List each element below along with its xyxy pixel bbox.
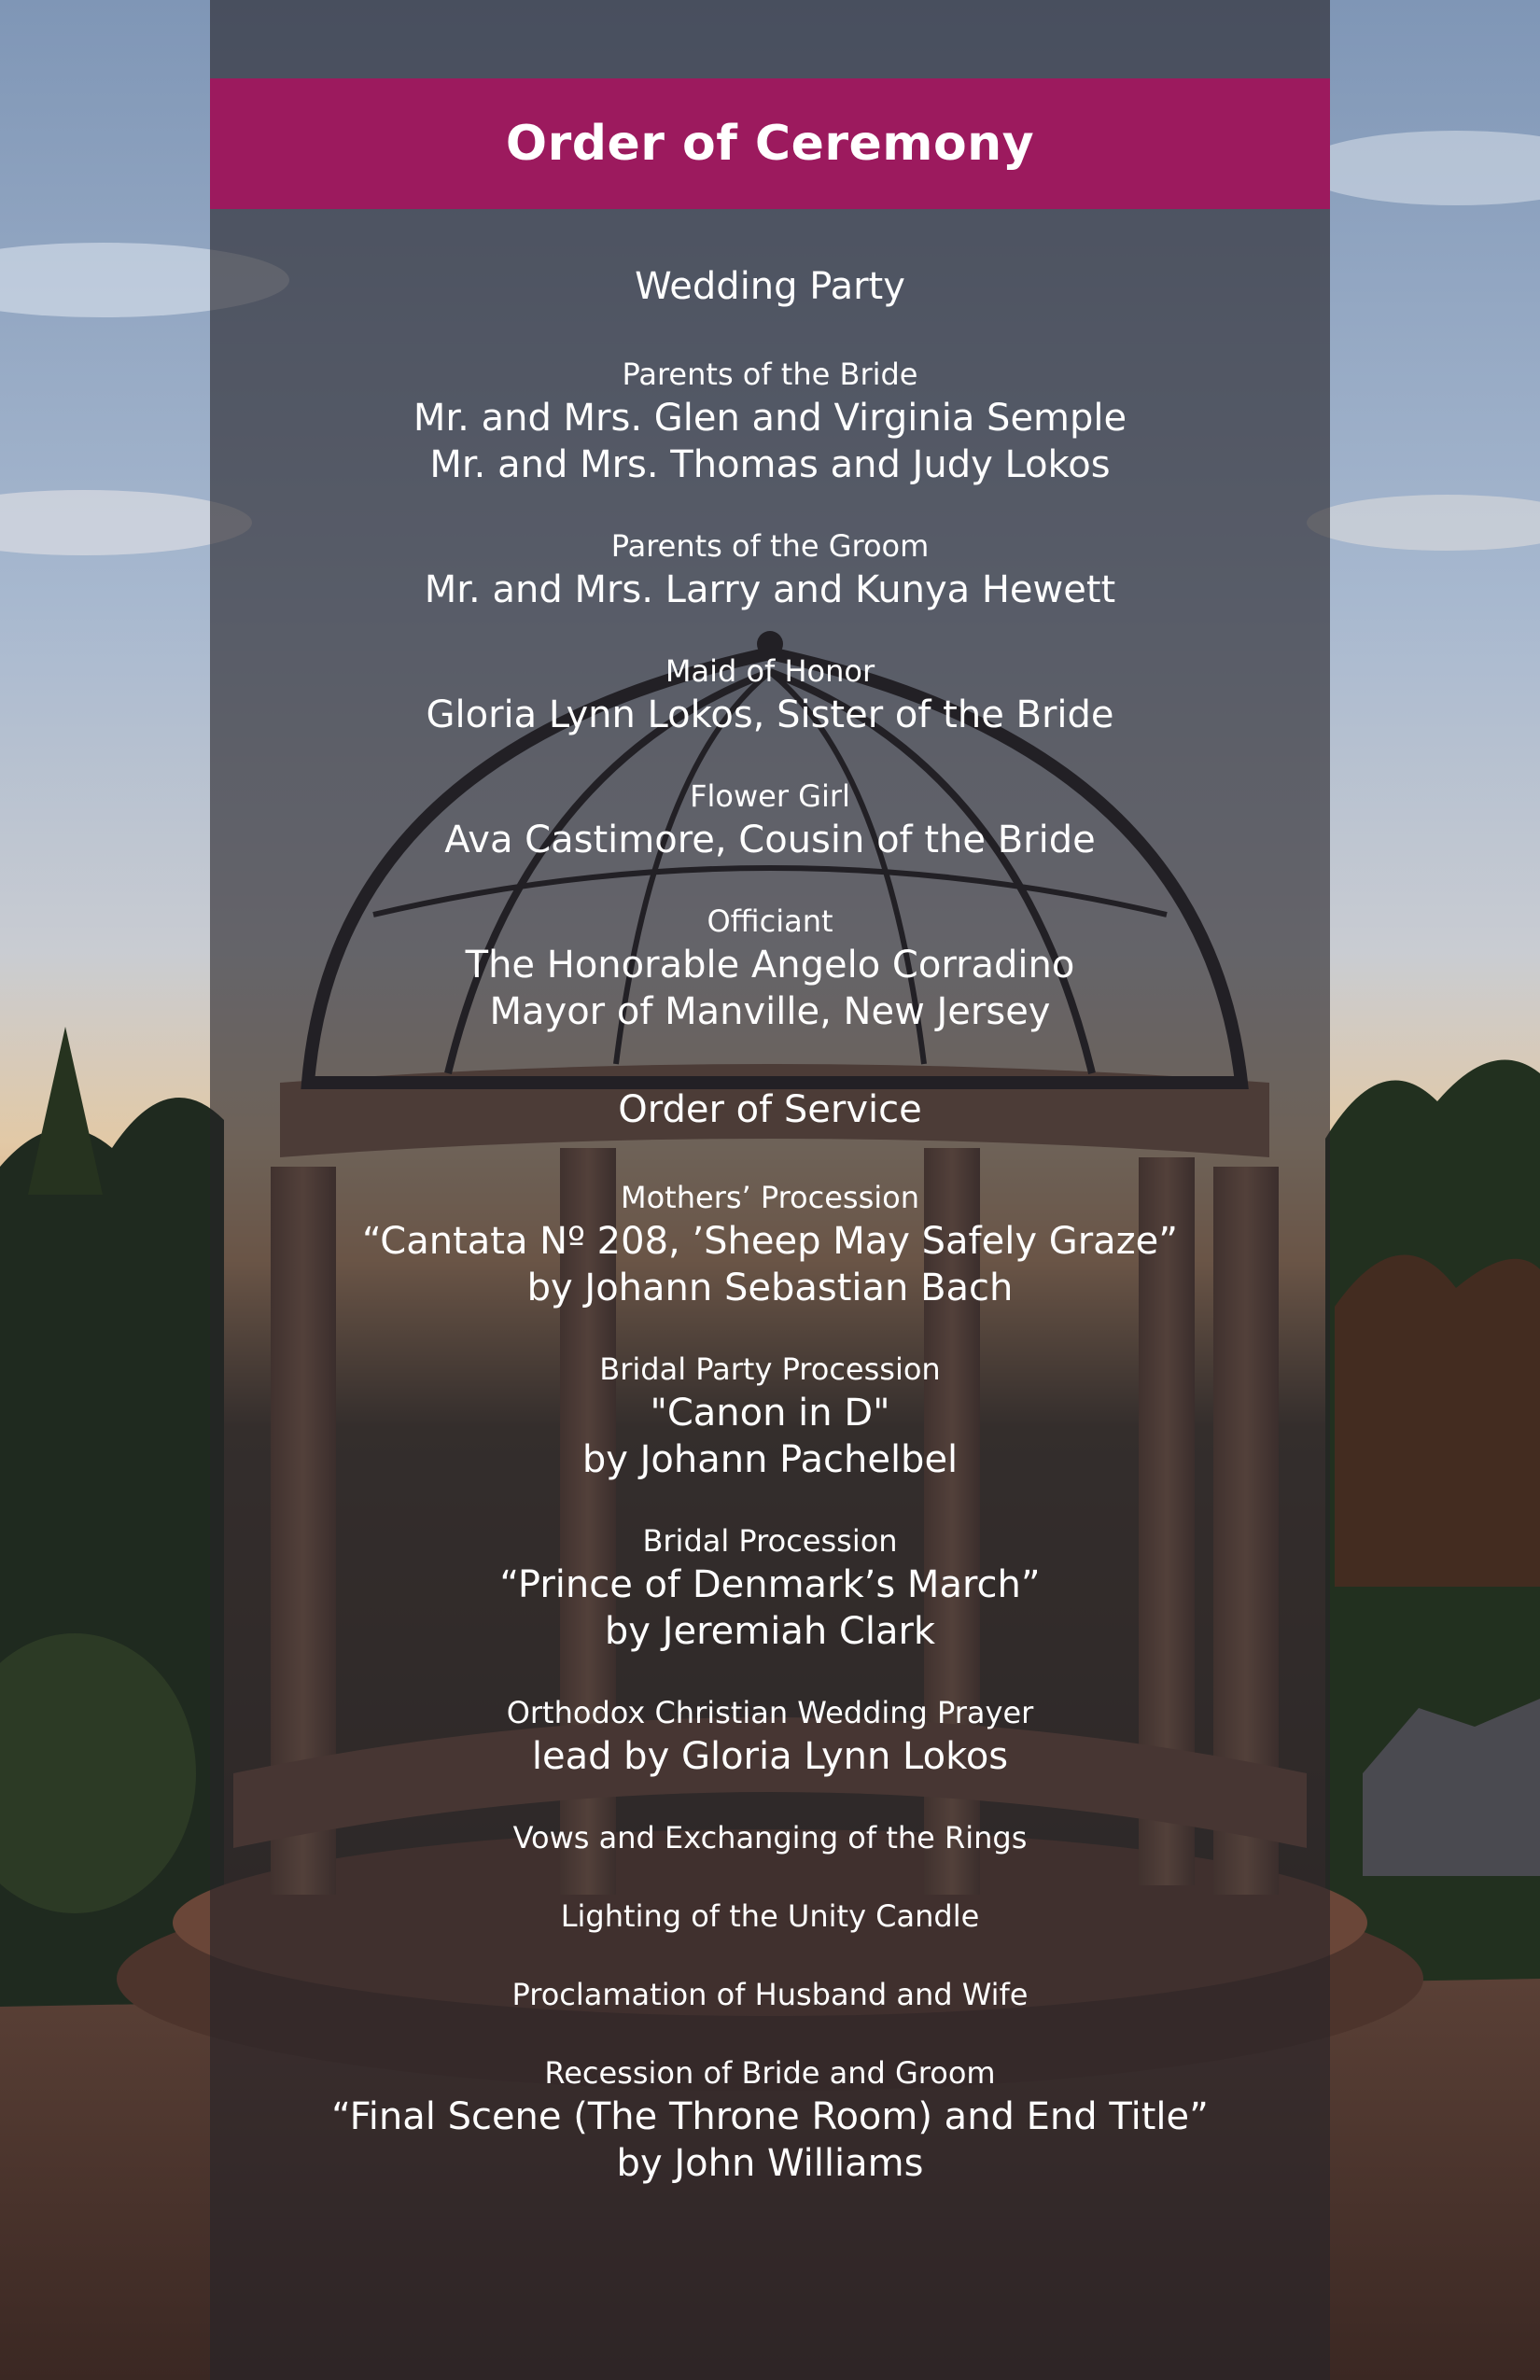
entry-vows: [210, 1817, 1330, 1858]
entry-line: by Johann Pachelbel: [581, 1438, 959, 1481]
entry-line: "Canon in D": [650, 1392, 890, 1435]
entry-line: “Final Scene (The Throne Room) and End Title”: [331, 2095, 1209, 2138]
entry-line: Mr. and Mrs. Larry and Kunya Hewett: [424, 568, 1116, 611]
entry-parents-of-bride: [210, 354, 1330, 488]
entry-unity-candle: [210, 1896, 1330, 1937]
entry-label: Parents of the Bride: [622, 357, 918, 392]
section-heading-order-of-service: Order of Service: [618, 1088, 922, 1131]
entry-label: Orthodox Christian Wedding Prayer: [506, 1695, 1034, 1730]
title-banner: [210, 78, 1330, 209]
entry-wedding-prayer: [210, 1692, 1330, 1780]
entry-line: “Prince of Denmark’s March”: [499, 1563, 1041, 1606]
entry-line: Gloria Lynn Lokos, Sister of the Bride: [426, 693, 1114, 736]
entry-label: Maid of Honor: [665, 653, 875, 689]
entry-label: Vows and Exchanging of the Rings: [512, 1820, 1028, 1855]
entry-line: “Cantata Nº 208, ’Sheep May Safely Graze”: [361, 1220, 1179, 1263]
page-title: Order of Ceremony: [505, 116, 1035, 172]
entry-label: Bridal Party Procession: [599, 1351, 941, 1387]
entry-bridal-party-procession: [210, 1349, 1330, 1483]
entry-label: Proclamation of Husband and Wife: [511, 1977, 1029, 2012]
entry-line: by Jeremiah Clark: [604, 1610, 936, 1653]
entry-flower-girl: [210, 776, 1330, 863]
entry-label: Lighting of the Unity Candle: [560, 1898, 980, 1934]
entry-bridal-procession: [210, 1520, 1330, 1655]
entry-parents-of-groom: [210, 525, 1330, 613]
entry-officiant: [210, 901, 1330, 1035]
entry-recession: [210, 2052, 1330, 2187]
entry-label: Mothers’ Procession: [620, 1180, 919, 1215]
entry-label: Flower Girl: [690, 778, 850, 814]
entry-line: The Honorable Angelo Corradino: [465, 944, 1075, 987]
entry-line: Mr. and Mrs. Glen and Virginia Semple: [413, 397, 1127, 440]
entry-label: Parents of the Groom: [610, 528, 930, 564]
order-of-service-section: [210, 1080, 1330, 2187]
wedding-party-section: [210, 257, 1330, 1035]
entry-label: Bridal Procession: [642, 1523, 898, 1559]
entry-label: Officiant: [707, 903, 833, 939]
entry-maid-of-honor: [210, 651, 1330, 738]
entry-line: by John Williams: [616, 2142, 924, 2185]
entry-mothers-procession: [210, 1177, 1330, 1311]
entry-line: Ava Castimore, Cousin of the Bride: [444, 819, 1096, 861]
entry-line: lead by Gloria Lynn Lokos: [531, 1735, 1009, 1778]
program-content: [210, 257, 1330, 2187]
entry-line: Mr. and Mrs. Thomas and Judy Lokos: [429, 443, 1111, 486]
entry-line: by Johann Sebastian Bach: [526, 1267, 1014, 1309]
section-heading-wedding-party: Wedding Party: [635, 265, 905, 308]
entry-proclamation: [210, 1974, 1330, 2015]
entry-label: Recession of Bride and Groom: [544, 2055, 996, 2091]
entry-line: Mayor of Manville, New Jersey: [489, 990, 1051, 1033]
